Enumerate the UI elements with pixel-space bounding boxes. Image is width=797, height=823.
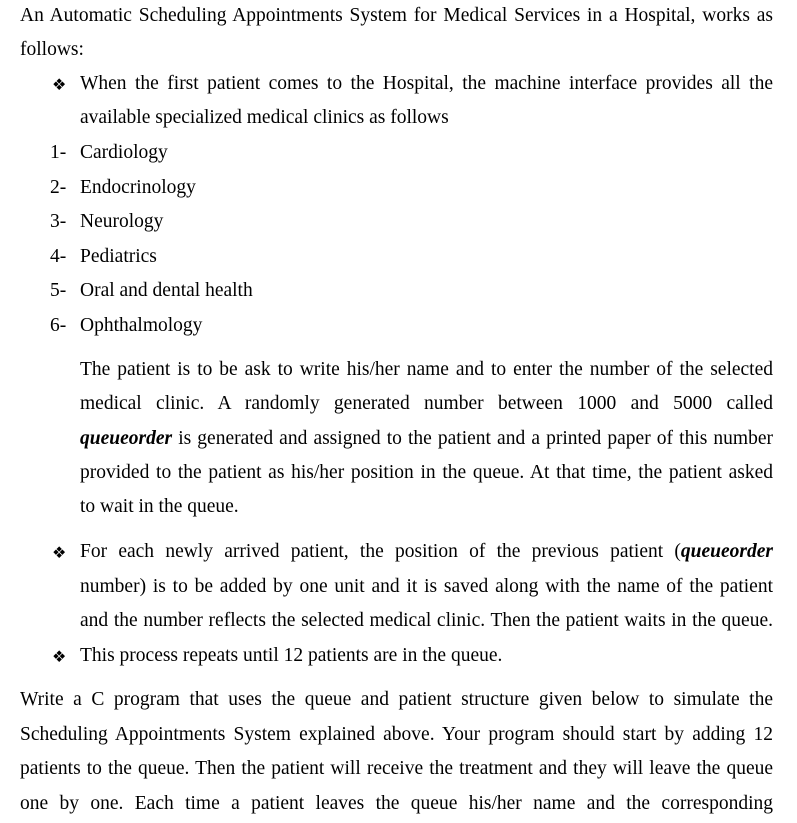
intro-line-2: follows: — [20, 39, 84, 60]
para1-line-1: The patient is to be ask to write his/her name and to enter the number of the selected — [80, 359, 773, 380]
para2-line-3: patients to the queue. Then the patient will receive the treatment and they will leave the queue — [20, 758, 773, 779]
queueorder-term: queueorder — [80, 428, 173, 449]
clinic-name: Ophthalmology — [80, 315, 203, 336]
clinic-name: Endocrinology — [80, 177, 196, 198]
para1-line-3 — [80, 427, 773, 451]
clinic-number: 5- — [50, 280, 67, 301]
clinic-name: Cardiology — [80, 142, 168, 163]
para1-line-5: to wait in the queue. — [80, 496, 239, 517]
bullet2-line-2: number) is to be added by one unit and it is saved along with the name of the patient — [80, 576, 773, 597]
clinic-name: Pediatrics — [80, 246, 157, 267]
para2-line-1: Write a C program that uses the queue and patient structure given below to simulate the — [20, 689, 773, 710]
para2-line-2: Scheduling Appointments System explained above. Your program should start by adding 12 — [20, 724, 773, 745]
para1-line-3-rest: is generated and assigned to the patient and a printed paper of this number — [172, 428, 773, 449]
clinic-number: 3- — [50, 211, 67, 232]
clinic-number: 1- — [50, 142, 67, 163]
bullet3-line-1: This process repeats until 12 patients are in the queue. — [80, 645, 503, 666]
clinic-number: 6- — [50, 315, 67, 336]
clinic-number: 4- — [50, 246, 67, 267]
diamond-bullet-icon: ❖ — [52, 543, 67, 562]
para1-line-4: provided to the patient as his/her position in the queue. At that time, the patient asked — [80, 462, 773, 483]
diamond-bullet-icon: ❖ — [52, 75, 67, 94]
bullet1-line-2: available specialized medical clinics as follows — [80, 107, 449, 128]
intro-line-1: An Automatic Scheduling Appointments System for Medical Services in a Hospital, works as — [20, 5, 773, 26]
queueorder-term: queueorder — [680, 541, 773, 562]
clinic-name: Oral and dental health — [80, 280, 253, 301]
diamond-bullet-icon: ❖ — [52, 647, 67, 666]
clinic-name: Neurology — [80, 211, 164, 232]
bullet2-line-3: and the number reflects the selected medical clinic. Then the patient waits in the queue. — [80, 610, 773, 631]
bullet2-line-1-pre: For each newly arrived patient, the position of the previous patient ( — [80, 541, 681, 562]
para1-line-2: medical clinic. A randomly generated number between 1000 and 5000 called — [80, 393, 773, 414]
bullet2-line-1 — [80, 540, 773, 564]
bullet1-line-1: When the first patient comes to the Hospital, the machine interface provides all the — [80, 73, 773, 94]
clinic-number: 2- — [50, 177, 67, 198]
para2-line-4: one by one. Each time a patient leaves the queue his/her name and the corresponding — [20, 793, 773, 814]
